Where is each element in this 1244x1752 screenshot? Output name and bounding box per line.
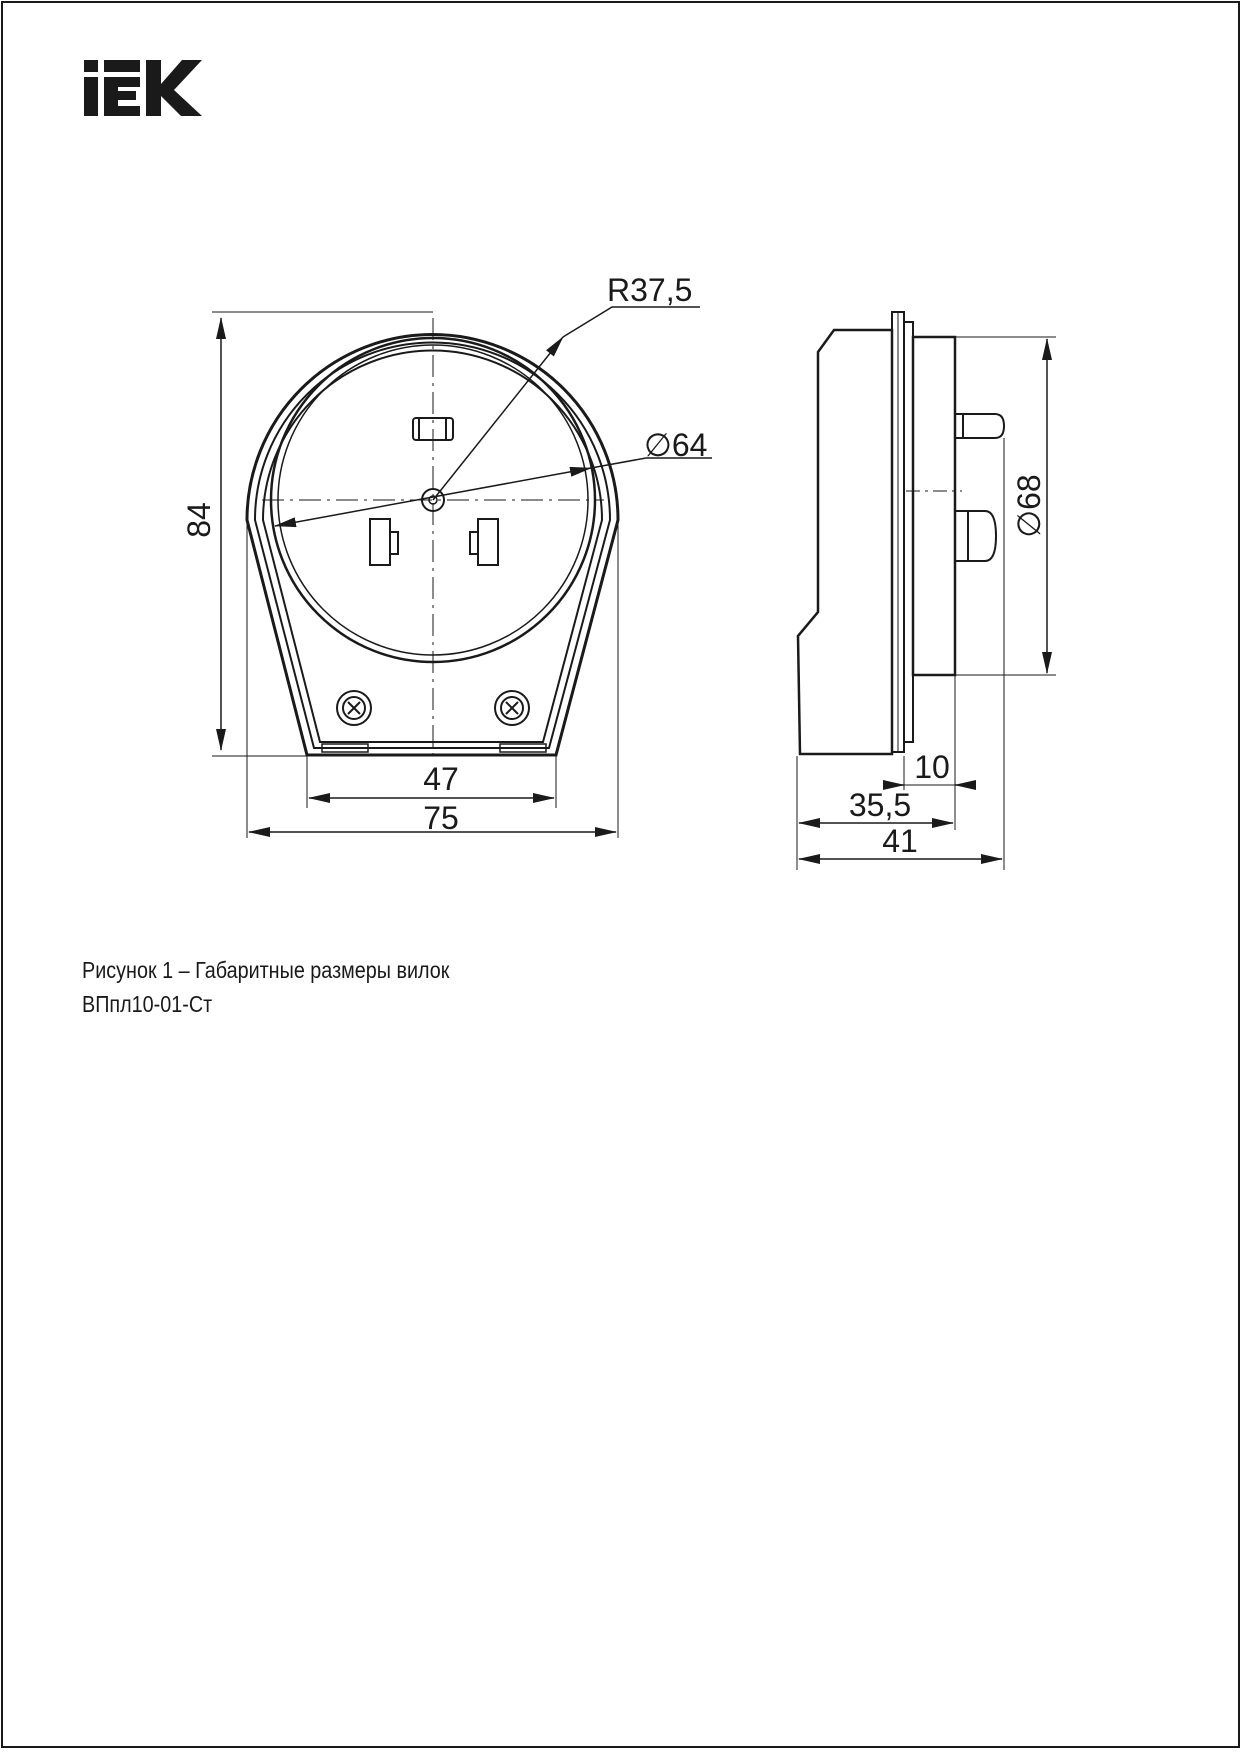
dim-label-10: 10	[914, 749, 950, 785]
dim-label-35-5: 35,5	[848, 787, 912, 823]
side-body	[798, 330, 892, 754]
pin-bottom	[955, 511, 996, 561]
mounting-screw-right	[495, 691, 529, 725]
front-view	[212, 307, 712, 838]
contact-slot-right	[470, 519, 498, 565]
dim-label-d64: ∅64	[644, 427, 708, 463]
figure-caption	[82, 953, 449, 1021]
pin-top	[955, 414, 1004, 438]
dim-label-84: 84	[181, 502, 217, 538]
side-view	[797, 312, 1056, 870]
side-disc	[913, 337, 955, 675]
dim-label-41: 41	[882, 823, 918, 859]
mounting-screw-left	[337, 691, 371, 725]
caption-line-1: Рисунок 1 – Габаритные размеры вилок	[82, 957, 450, 983]
dim-label-d68: ∅68	[1011, 474, 1047, 538]
dim-label-r37: R37,5	[607, 272, 693, 308]
dim-label-75: 75	[423, 800, 459, 836]
dim-label-47: 47	[423, 761, 459, 797]
caption-line-2: ВПпл10-01-Ст	[82, 991, 213, 1017]
contact-slot-left	[370, 519, 398, 565]
